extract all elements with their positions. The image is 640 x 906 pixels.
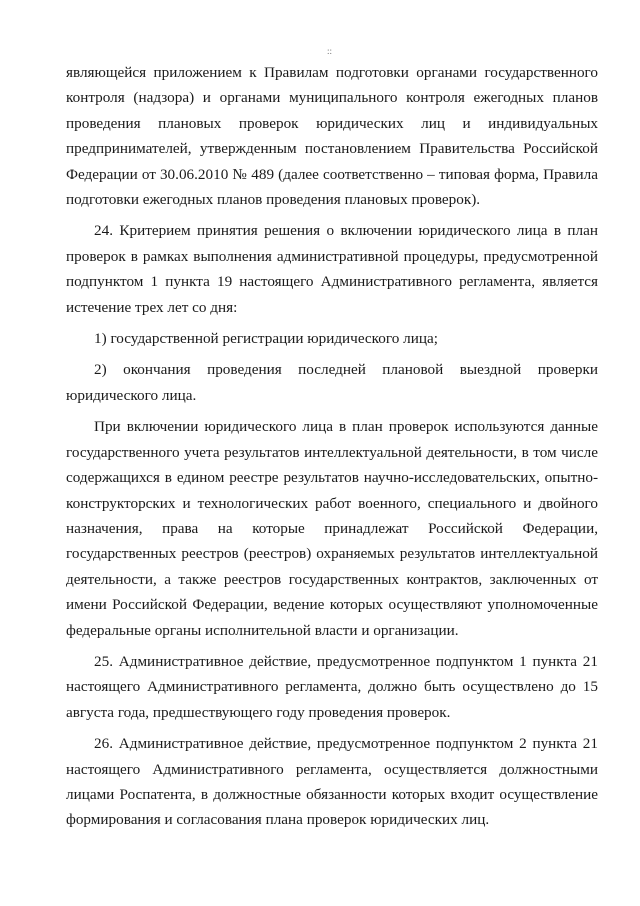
- paragraph-data-sources: При включении юридического лица в план проверок используются данные государственного учета результатов интеллектуальной деятельности, в том числе содержащихся в едином реестре результатов научно-исследовательских, опытно-конструкторских и технологических работ военного, специального и двойного назначения, права на которые принадлежат Российской Федерации, государственных реестров (реестров) охраняемых результатов интеллектуальной деятельности, а также реестров государственных контрактов, заключенных от имени Российской Федерации, ведение которых осуществляют уполномоченные федеральные органы исполнительной власти и организации.: [66, 418, 598, 639]
- page-mark: ::: [327, 46, 333, 56]
- paragraph-continuation: являющейся приложением к Правилам подготовки органами государственного контроля (надзора) и органами муниципального контроля ежегодных планов проведения плановых проверок юридических лиц и индивидуальных предпринимателей, утвержденным постановлением Правительства Российской Федерации от 30.06.2010 № 489 (далее соответственно – типовая форма, Правила подготовки ежегодных планов проведения плановых проверок).: [66, 64, 598, 209]
- paragraph-item-25: 25. Административное действие, предусмотренное подпунктом 1 пункта 21 настоящего Административного регламента, должно быть осуществлено до 15 августа года, предшествующего году проведения проверок.: [66, 652, 598, 721]
- paragraph-item-26: 26. Административное действие, предусмотренное подпунктом 2 пункта 21 настоящего Административного регламента, осуществляется должностными лицами Роспатента, в должностные обязанности которых входит осуществление формирования и согласования плана проверок юридических лиц.: [66, 735, 598, 829]
- paragraph-item-24: 24. Критерием принятия решения о включении юридического лица в план проверок в рамках выполнения административной процедуры, предусмотренной подпунктом 1 пункта 19 настоящего Административного регламента, является истечение трех лет со дня:: [66, 222, 598, 316]
- paragraph-subitem-1: 1) государственной регистрации юридического лица;: [94, 330, 438, 348]
- paragraph-subitem-2: 2) окончания проведения последней плановой выездной проверки юридического лица.: [66, 361, 598, 404]
